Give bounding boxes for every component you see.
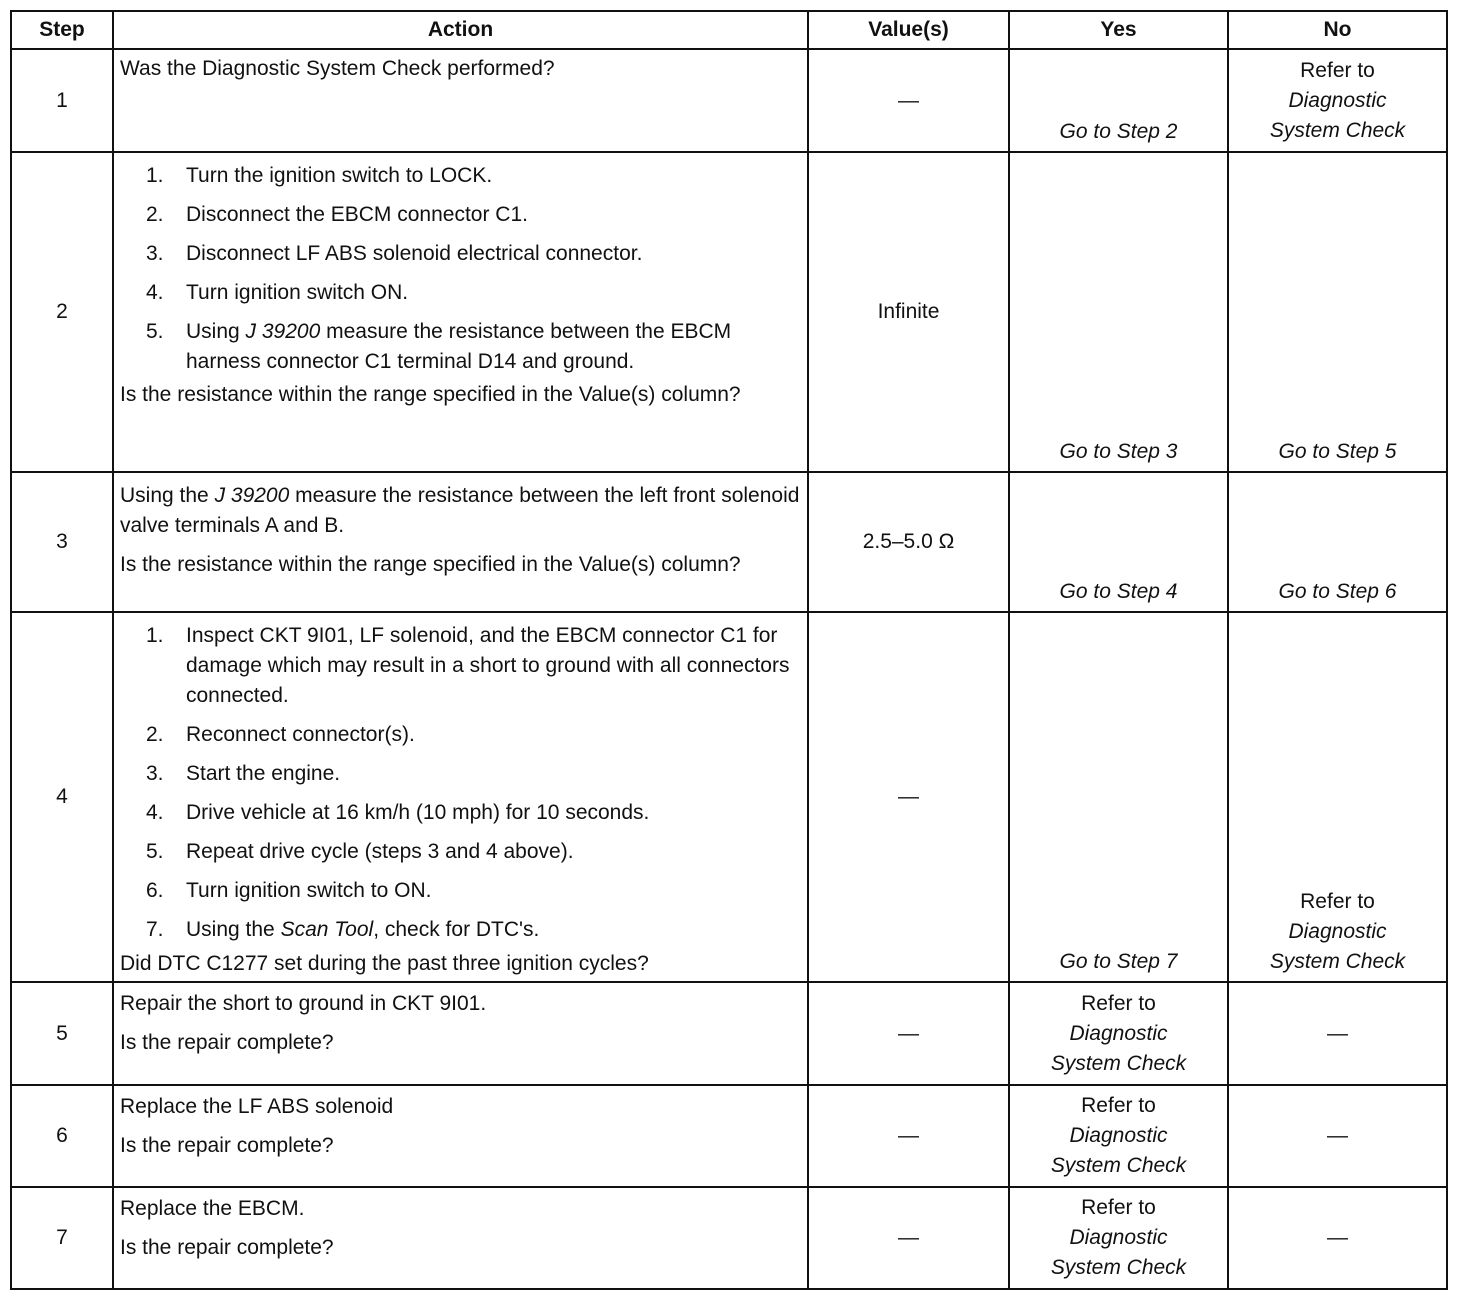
no-cell: Go to Step 5 [1228, 152, 1447, 472]
action-cell [113, 49, 808, 152]
step-number: 5 [11, 982, 113, 1085]
action-question: Was the Diagnostic System Check performed? [120, 57, 555, 80]
tool-name: J 39200 [245, 320, 321, 343]
procedure-list [120, 161, 801, 377]
no-cell: Go to Step 6 [1228, 472, 1447, 612]
list-item [146, 239, 801, 269]
yes-cell: Go to Step 4 [1009, 472, 1228, 612]
table-row-step-2 [11, 152, 1447, 472]
header-yes: Yes [1009, 11, 1228, 49]
item-text: Turn ignition switch to ON. [186, 879, 432, 902]
list-item [146, 915, 801, 945]
list-item [146, 798, 801, 828]
refer-line: Refer to [1081, 1094, 1156, 1117]
tool-name: J 39200 [214, 484, 290, 507]
yes-cell [1009, 1085, 1228, 1187]
value-cell: — [808, 1187, 1009, 1289]
refer-line: Diagnostic [1288, 88, 1387, 112]
action-cell [113, 1085, 808, 1187]
item-text-post: measure the resistance between the EBCM harness connector C1 terminal D14 and ground. [186, 320, 732, 373]
item-text: Turn the ignition switch to LOCK. [186, 164, 493, 187]
list-item [146, 317, 801, 377]
list-item [146, 621, 801, 711]
table-row-step-5 [11, 982, 1447, 1085]
value-cell: — [808, 982, 1009, 1085]
item-number: 1. [146, 624, 164, 647]
header-no: No [1228, 11, 1447, 49]
table-row-step-4 [11, 612, 1447, 982]
action-text-post: measure the resistance between the left front solenoid valve terminals A and B. [120, 484, 800, 537]
item-text-pre: Using the [186, 918, 281, 941]
list-item [146, 720, 801, 750]
table-header-row [11, 11, 1447, 49]
refer-line: Diagnostic [1069, 1226, 1168, 1249]
no-cell: — [1228, 1085, 1447, 1187]
action-text [120, 481, 801, 541]
yes-cell: Go to Step 2 [1009, 49, 1228, 152]
item-text: Drive vehicle at 16 km/h (10 mph) for 10 seconds. [186, 801, 650, 824]
refer-line: System Check [1050, 1256, 1187, 1279]
item-text: Reconnect connector(s). [186, 723, 415, 746]
list-item [146, 759, 801, 789]
no-cell: — [1228, 1187, 1447, 1289]
refer-line: Diagnostic [1069, 1021, 1168, 1045]
header-step: Step [11, 11, 113, 49]
item-number: 5. [146, 320, 164, 343]
value-cell: — [808, 49, 1009, 152]
procedure-list [120, 621, 801, 945]
value-cell: 2.5–5.0 Ω [808, 472, 1009, 612]
yes-cell: Go to Step 3 [1009, 152, 1228, 472]
header-values: Value(s) [808, 11, 1009, 49]
item-text: Repeat drive cycle (steps 3 and 4 above). [186, 840, 574, 863]
yes-cell [1009, 1187, 1228, 1289]
action-question: Is the repair complete? [120, 1031, 334, 1054]
table-row-step-3 [11, 472, 1447, 612]
table-row-step-6 [11, 1085, 1447, 1187]
action-question: Is the repair complete? [120, 1134, 334, 1157]
step-number: 2 [11, 152, 113, 472]
item-number: 3. [146, 762, 164, 785]
action-question: Is the repair complete? [120, 1236, 334, 1259]
item-text-pre: Using [186, 320, 246, 343]
action-text: Repair the short to ground in CKT 9I01. [120, 992, 487, 1015]
step-number: 7 [11, 1187, 113, 1289]
item-number: 6. [146, 879, 164, 902]
item-text-post: , check for DTC's. [373, 918, 540, 941]
action-cell [113, 1187, 808, 1289]
action-question: Is the resistance within the range specified in the Value(s) column? [120, 553, 741, 576]
step-number: 4 [11, 612, 113, 982]
action-question: Did DTC C1277 set during the past three ignition cycles? [120, 952, 649, 975]
tool-name: Scan Tool [280, 918, 374, 941]
yes-cell [1009, 982, 1228, 1085]
refer-line: System Check [1269, 950, 1406, 973]
list-item [146, 876, 801, 906]
item-number: 7. [146, 918, 164, 941]
list-item [146, 278, 801, 308]
no-cell [1228, 49, 1447, 152]
item-text: Disconnect the EBCM connector C1. [186, 203, 528, 226]
item-text: Inspect CKT 9I01, LF solenoid, and the EBCM connector C1 for damage which may result in a short to ground with all connectors connected. [186, 624, 790, 707]
list-item [146, 837, 801, 867]
action-cell [113, 472, 808, 612]
item-number: 4. [146, 281, 164, 304]
refer-line: System Check [1050, 1051, 1187, 1075]
item-text [186, 317, 801, 377]
item-text [186, 915, 801, 945]
action-text: Replace the LF ABS solenoid [120, 1095, 394, 1118]
refer-line: Diagnostic [1288, 920, 1387, 943]
item-number: 1. [146, 164, 164, 187]
refer-line: Refer to [1300, 58, 1375, 82]
item-number: 5. [146, 840, 164, 863]
diagnostic-table [10, 10, 1448, 1290]
refer-line: System Check [1269, 118, 1406, 142]
item-number: 2. [146, 203, 164, 226]
action-question: Is the resistance within the range specified in the Value(s) column? [120, 383, 741, 406]
list-item [146, 161, 801, 191]
action-text: Replace the EBCM. [120, 1197, 305, 1220]
refer-line: Diagnostic [1069, 1124, 1168, 1147]
value-cell: Infinite [808, 152, 1009, 472]
item-text: Turn ignition switch ON. [186, 281, 409, 304]
action-cell [113, 152, 808, 472]
no-cell [1228, 612, 1447, 982]
refer-line: Refer to [1300, 890, 1375, 913]
value-cell: — [808, 612, 1009, 982]
item-number: 4. [146, 801, 164, 824]
list-item [146, 200, 801, 230]
step-number: 6 [11, 1085, 113, 1187]
refer-line: System Check [1050, 1154, 1187, 1177]
action-text-pre: Using the [120, 484, 215, 507]
value-cell: — [808, 1085, 1009, 1187]
refer-line: Refer to [1081, 991, 1156, 1015]
action-cell [113, 612, 808, 982]
table-row-step-1 [11, 49, 1447, 152]
item-number: 3. [146, 242, 164, 265]
item-text: Start the engine. [186, 762, 341, 785]
action-cell [113, 982, 808, 1085]
yes-cell: Go to Step 7 [1009, 612, 1228, 982]
header-action: Action [113, 11, 808, 49]
no-cell: — [1228, 982, 1447, 1085]
item-number: 2. [146, 723, 164, 746]
step-number: 1 [11, 49, 113, 152]
refer-line: Refer to [1081, 1196, 1156, 1219]
item-text: Disconnect LF ABS solenoid electrical connector. [186, 242, 643, 265]
table-row-step-7 [11, 1187, 1447, 1289]
step-number: 3 [11, 472, 113, 612]
